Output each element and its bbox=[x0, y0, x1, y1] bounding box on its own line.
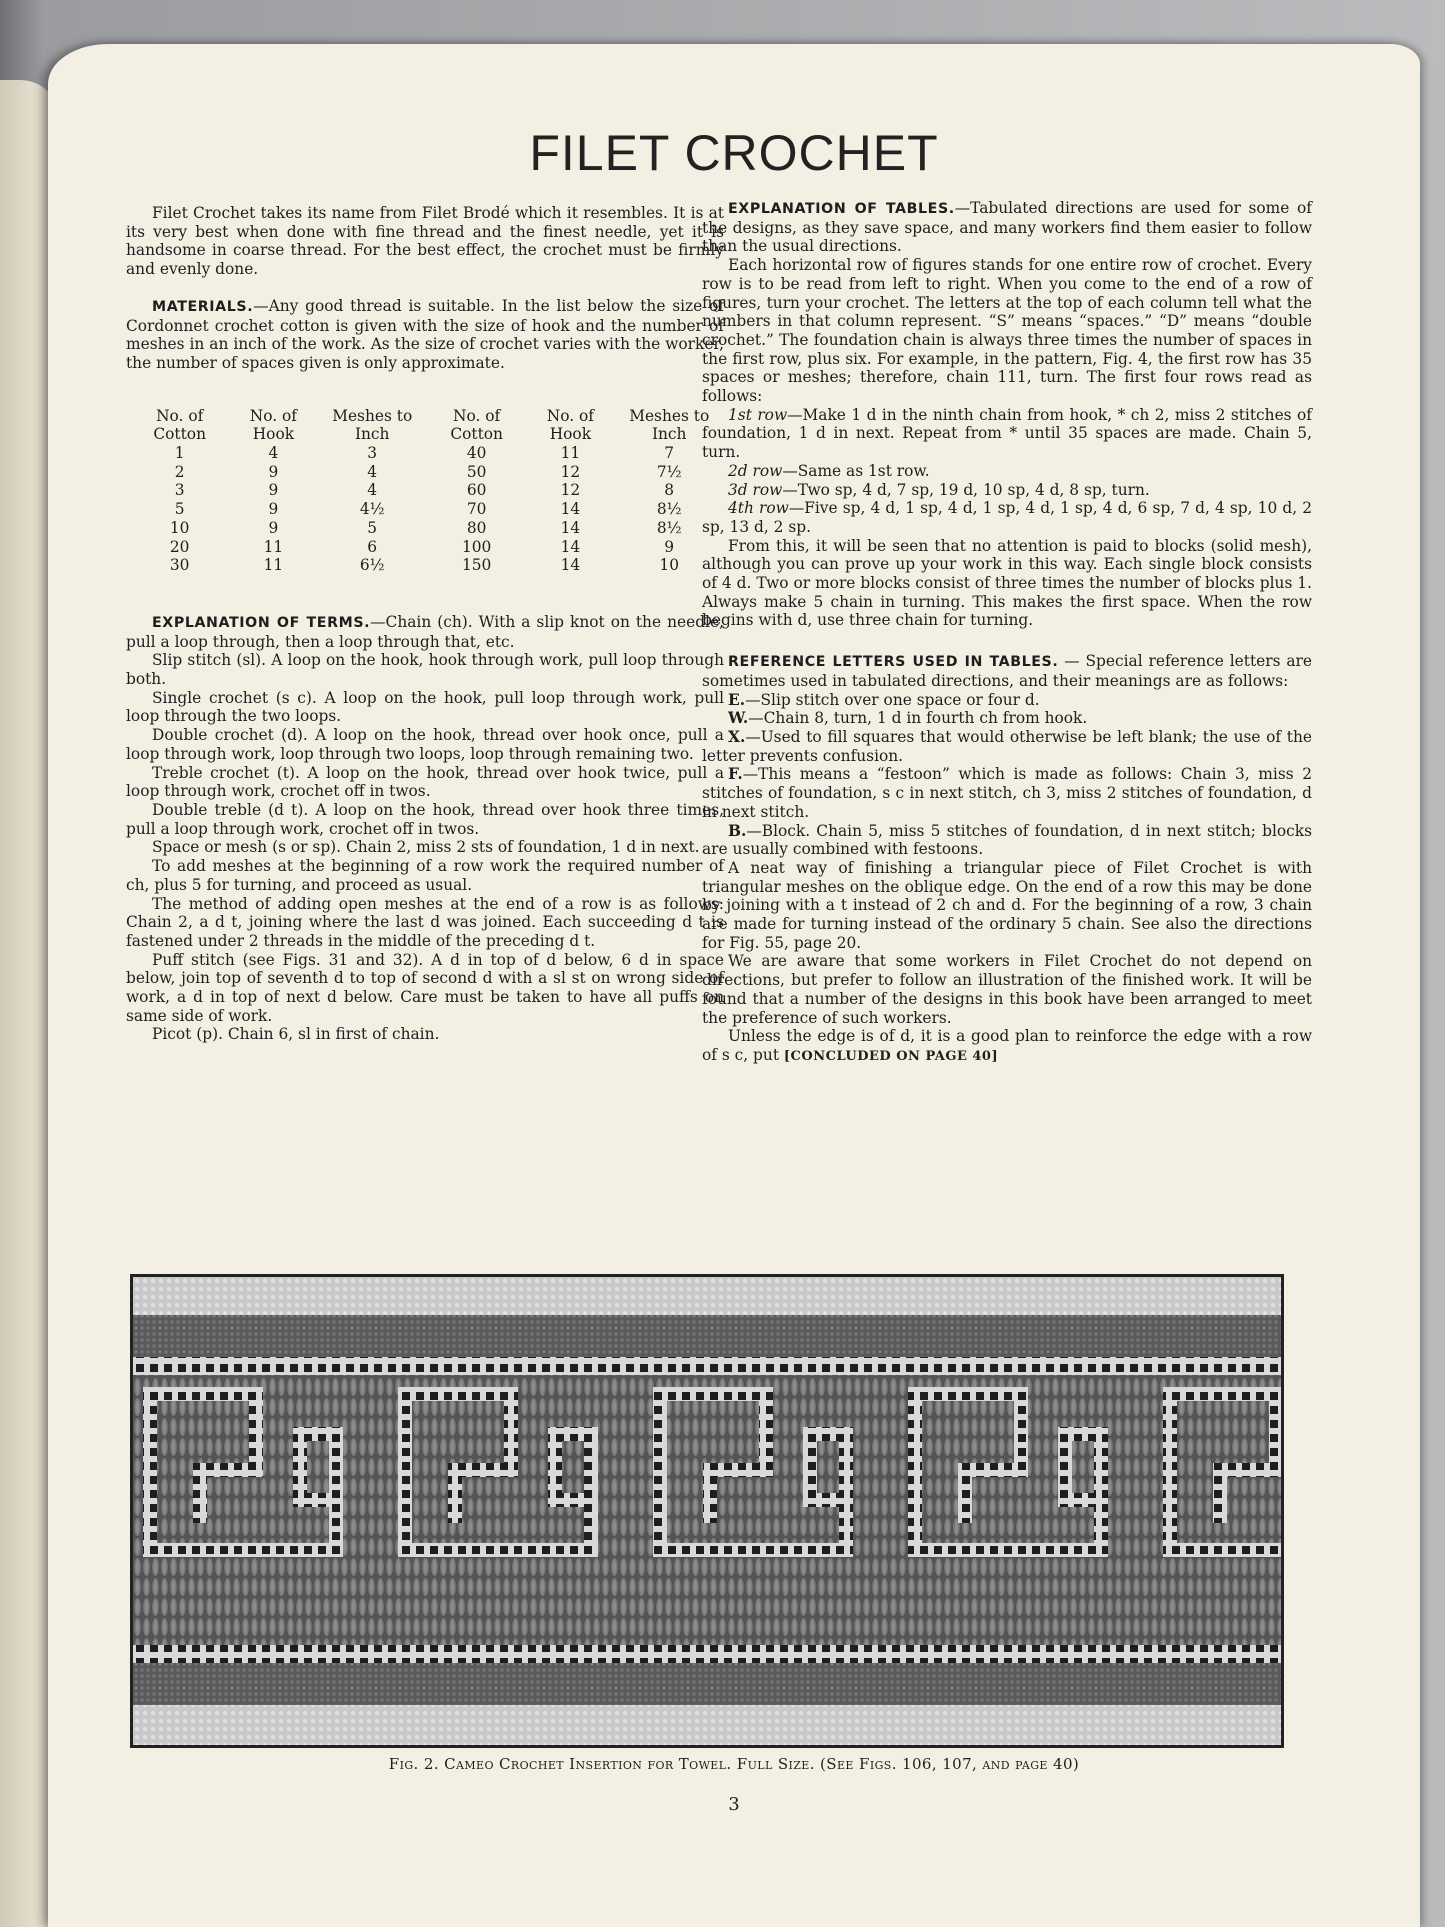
mesh-bar bbox=[908, 1387, 922, 1557]
mesh-bar bbox=[839, 1427, 853, 1557]
mesh-bar bbox=[398, 1387, 412, 1557]
table-cell: 14 bbox=[560, 537, 581, 556]
table-row bbox=[130, 519, 724, 538]
table-cell: 1 bbox=[174, 444, 185, 463]
left-column bbox=[126, 204, 724, 1044]
mesh-bar bbox=[143, 1543, 343, 1557]
table-cell: 9 bbox=[664, 537, 675, 556]
reference-letter: F. bbox=[728, 765, 743, 784]
table-cell: 100 bbox=[461, 537, 492, 556]
table-cell: 14 bbox=[560, 518, 581, 537]
mesh-bar bbox=[1163, 1543, 1281, 1557]
reference-letter: X. bbox=[728, 727, 746, 746]
term-item: Treble crochet (t). A loop on the hook, thread over hook twice, pull a loop through work, crochet off in twos. bbox=[126, 763, 724, 801]
table-cell: 7½ bbox=[656, 462, 682, 481]
row-text: —Five sp, 4 d, 1 sp, 4 d, 1 sp, 4 d, 1 sp, 4 d, 6 sp, 7 d, 4 sp, 10 d, 2 sp, 13 d, 2 sp. bbox=[702, 499, 1313, 536]
table-row bbox=[130, 444, 724, 463]
table-cell: 3 bbox=[174, 481, 185, 500]
cotton-sizes-table bbox=[130, 407, 724, 575]
table-row bbox=[130, 538, 724, 557]
mesh-bar bbox=[653, 1543, 853, 1557]
mesh-bar bbox=[803, 1493, 839, 1507]
tables-paragraph bbox=[702, 199, 1312, 256]
reference-letter-text: —Slip stitch over one space or four d. bbox=[745, 690, 1040, 709]
mesh-bar bbox=[1058, 1493, 1094, 1507]
table-header-cell: Meshes to Inch bbox=[629, 406, 710, 444]
mesh-bar bbox=[398, 1387, 518, 1401]
terms-lead: —Chain (ch). With a slip knot on the needle, pull a loop through, then a loop through that, etc. bbox=[126, 612, 724, 651]
mesh-bar bbox=[653, 1387, 773, 1401]
reference-letter: W. bbox=[728, 709, 749, 728]
table-cell: 9 bbox=[268, 462, 279, 481]
row-instruction bbox=[702, 499, 1312, 536]
table-cell: 11 bbox=[263, 537, 284, 556]
reference-letter-text: —Chain 8, turn, 1 d in fourth ch from hook. bbox=[748, 709, 1088, 728]
mesh-bar bbox=[398, 1543, 598, 1557]
table-header-cell: No. of Hook bbox=[546, 406, 594, 444]
row-text: —Same as 1st row. bbox=[782, 461, 930, 480]
reference-paragraph: We are aware that some workers in Filet Crochet do not depend on directions, but prefer to follow an illustration of the finished work. It will be found that a number of the designs in this book have been arranged to meet the preference of such workers. bbox=[702, 952, 1312, 1027]
materials-text: —Any good thread is suitable. In the list below the size of Cordonnet crochet cotton is given with the size of hook and the number of meshes in an inch of the work. As the size of crochet varies with the worker, the number of spaces given is only approximate. bbox=[126, 296, 724, 372]
table-cell: 9 bbox=[268, 518, 279, 537]
terms-paragraph bbox=[126, 613, 724, 651]
table-row bbox=[130, 463, 724, 482]
term-item: Picot (p). Chain 6, sl in first of chain. bbox=[152, 1025, 440, 1044]
tables-lead: —Tabulated directions are used for some of the designs, as they save space, and many workers find them easier to follow than the usual directions. bbox=[702, 199, 1312, 256]
mesh-bar bbox=[584, 1427, 598, 1557]
page-number: 3 bbox=[728, 1794, 740, 1815]
table-cell: 7 bbox=[664, 444, 675, 463]
row-label: 1st row bbox=[728, 405, 788, 424]
table-cell: 6 bbox=[367, 537, 378, 556]
tables-after: From this, it will be seen that no attention is paid to blocks (solid mesh), although you can prove up your work in this way. Each single block consists of 4 d. Two or more blocks consist of three times the number of blocks plus 1. Always make 5 chain in turning. This makes the first space. When the row begins with d, use three chain for turning. bbox=[702, 536, 1312, 630]
mesh-bar bbox=[653, 1387, 667, 1557]
row-text: —Two sp, 4 d, 7 sp, 19 d, 10 sp, 4 d, 8 sp, turn. bbox=[782, 480, 1150, 499]
row-label: 3d row bbox=[728, 480, 783, 499]
mesh-bar bbox=[908, 1387, 1028, 1401]
table-cell: 150 bbox=[461, 556, 492, 575]
terms-heading: EXPLANATION OF TERMS. bbox=[152, 614, 371, 631]
table-header-cell: No. of Cotton bbox=[450, 406, 503, 444]
table-cell: 11 bbox=[560, 444, 581, 463]
table-row bbox=[130, 481, 724, 500]
figure-caption: Fig. 2. Cameo Crochet Insertion for Towel. Full Size. (See Figs. 106, 107, and page 40) bbox=[388, 1755, 1080, 1773]
table-cell: 9 bbox=[268, 500, 279, 519]
term-item: Double crochet (d). A loop on the hook, thread over hook once, pull a loop through work, loop through two loops, loop through remaining two. bbox=[126, 726, 724, 763]
table-cell: 8½ bbox=[656, 500, 682, 519]
reference-paragraph bbox=[702, 1027, 1312, 1066]
term-item: Single crochet (s c). A loop on the hook, pull loop through work, pull loop through the two loops. bbox=[126, 688, 724, 726]
table-cell: 12 bbox=[560, 462, 581, 481]
row-text: —Make 1 d in the ninth chain from hook, * ch 2, miss 2 stitches of foundation, 1 d in next. Repeat from * until 35 spaces are made. Chain 5, turn. bbox=[702, 405, 1312, 462]
mesh-bar bbox=[1163, 1387, 1281, 1401]
reference-letter-item bbox=[702, 728, 1312, 765]
table-cell: 4 bbox=[367, 481, 378, 500]
mesh-bar bbox=[193, 1463, 207, 1523]
materials-paragraph bbox=[126, 297, 724, 373]
table-header-cell: Meshes to Inch bbox=[332, 406, 413, 444]
table-row bbox=[130, 500, 724, 519]
table-cell: 9 bbox=[268, 481, 279, 500]
reference-letter-item bbox=[702, 822, 1312, 859]
table-cell: 2 bbox=[174, 462, 185, 481]
table-cell: 4½ bbox=[359, 500, 385, 519]
table-cell: 5 bbox=[174, 500, 185, 519]
lace-pattern-image bbox=[133, 1277, 1281, 1745]
tables-explanation: Each horizontal row of figures stands for one entire row of crochet. Every row is to be read from left to right. When you come to the end of a row of figures, turn your crochet. The letters at the top of each column tell what the numbers in that column represent. “S” means “spaces.” “D” means “double crochet.” The foundation chain is always three times the number of spaces in the first row, plus six. For example, in the pattern, Fig. 4, the first row has 35 spaces or meshes; therefore, chain 111, turn. The first four rows read as follows: bbox=[702, 256, 1312, 406]
reference-letter-item bbox=[702, 709, 1312, 728]
term-item: The method of adding open meshes at the end of a row is as follows: Chain 2, a d t, joining where the last d was joined. Each succeeding d t is fastened under 2 threads in the middle of the preceding d t. bbox=[126, 894, 724, 950]
table-header-cell: No. of Hook bbox=[249, 406, 298, 444]
reference-letter-text: —This means a “festoon” which is made as follows: Chain 3, miss 2 stitches of foundation, s c in next stitch, ch 3, miss 2 stitches of foundation, d in next stitch. bbox=[702, 765, 1312, 821]
reference-letter-item bbox=[702, 691, 1312, 710]
table-cell: 4 bbox=[268, 444, 279, 463]
table-cell: 70 bbox=[466, 500, 487, 519]
table-cell: 20 bbox=[169, 537, 190, 556]
term-item: To add meshes at the beginning of a row work the required number of ch, plus 5 for turning, and proceed as usual. bbox=[126, 857, 724, 894]
mesh-bar bbox=[143, 1387, 157, 1557]
intro-paragraph: Filet Crochet takes its name from Filet Brodé which it resembles. It is at its very best when done with fine thread and the finest needle, yet it is handsome in coarse thread. For the best effect, the crochet must be firmly and evenly done. bbox=[126, 204, 724, 279]
table-cell: 6½ bbox=[359, 556, 385, 575]
term-item: Puff stitch (see Figs. 31 and 32). A d in top of d below, 6 d in space below, join top of seventh d to top of second d with a sl st on wrong side of work, a d in top of next d below. Care must be taken to have all puffs on same side of work. bbox=[126, 950, 724, 1025]
mesh-bar bbox=[958, 1463, 972, 1523]
table-cell: 11 bbox=[263, 556, 284, 575]
table-cell: 10 bbox=[169, 518, 190, 537]
mesh-bar bbox=[293, 1493, 329, 1507]
table-header-cell: No. of Cotton bbox=[153, 406, 206, 444]
row-label: 2d row bbox=[728, 461, 783, 480]
reference-paragraph: A neat way of finishing a triangular piece of Filet Crochet is with triangular meshes on the oblique edge. On the end of a row this may be done by joining with a t instead of 2 ch and d. For the beginning of a row, 3 chain are made for turning instead of the ordinary 5 chain. See also the directions for Fig. 55, page 20. bbox=[702, 858, 1312, 952]
table-cell: 8 bbox=[664, 481, 675, 500]
table-cell: 4 bbox=[367, 462, 378, 481]
reference-heading: REFERENCE LETTERS USED IN TABLES. bbox=[728, 654, 1059, 671]
table-cell: 3 bbox=[367, 444, 378, 463]
row-label: 4th row bbox=[728, 499, 789, 518]
book-page bbox=[48, 44, 1420, 1927]
table-row bbox=[130, 556, 724, 575]
reference-letter: E. bbox=[728, 690, 746, 709]
mesh-bar bbox=[703, 1463, 717, 1523]
reference-letter-text: —Block. Chain 5, miss 5 stitches of foundation, d in next stitch; blocks are usually combined with festoons. bbox=[702, 821, 1312, 859]
table-cell: 40 bbox=[466, 444, 487, 463]
tables-heading: EXPLANATION OF TABLES. bbox=[728, 201, 955, 217]
row-instruction bbox=[702, 481, 1312, 500]
mesh-bar bbox=[908, 1543, 1108, 1557]
continued-note: [CONCLUDED ON PAGE 40] bbox=[783, 1048, 999, 1064]
mesh-bar bbox=[143, 1387, 263, 1401]
mesh-bar bbox=[448, 1463, 462, 1523]
term-item: Slip stitch (sl). A loop on the hook, hook through work, pull loop through both. bbox=[126, 651, 724, 689]
row-instruction bbox=[702, 462, 1312, 481]
reference-paragraph bbox=[702, 652, 1312, 690]
reference-letter-item bbox=[702, 765, 1312, 821]
term-item: Space or mesh (s or sp). Chain 2, miss 2 sts of foundation, 1 d in next. bbox=[152, 838, 700, 857]
table-cell: 8½ bbox=[656, 518, 682, 537]
table-cell: 30 bbox=[169, 556, 190, 575]
table-cell: 12 bbox=[560, 481, 581, 500]
table-cell: 14 bbox=[560, 500, 581, 519]
reference-last-text: Unless the edge is of d, it is a good plan to reinforce the edge with a row of s c, put bbox=[702, 1027, 1312, 1064]
page-title: FILET CROCHET bbox=[529, 125, 939, 181]
table-header-row bbox=[130, 407, 724, 444]
table-cell: 50 bbox=[466, 462, 487, 481]
table-cell: 5 bbox=[367, 518, 378, 537]
table-cell: 10 bbox=[659, 556, 679, 575]
right-column bbox=[702, 199, 1312, 1067]
table-cell: 80 bbox=[466, 518, 487, 537]
mesh-bar bbox=[1094, 1427, 1108, 1557]
mesh-bar bbox=[329, 1427, 343, 1557]
row-instruction bbox=[702, 406, 1312, 462]
table-cell: 14 bbox=[560, 556, 581, 575]
mesh-bar bbox=[1213, 1463, 1227, 1523]
mesh-bar bbox=[1163, 1387, 1177, 1557]
mesh-bar bbox=[548, 1493, 584, 1507]
reference-letter-text: —Used to fill squares that would otherwise be left blank; the use of the letter prevents confusion. bbox=[702, 727, 1312, 765]
lace-insertion-photo bbox=[130, 1274, 1284, 1748]
term-item: Double treble (d t). A loop on the hook, thread over hook three times, pull a loop through work, crochet off in twos. bbox=[126, 800, 724, 838]
table-cell: 60 bbox=[466, 481, 487, 500]
reference-lead: — Special reference letters are sometimes used in tabulated directions, and their meanings are as follows: bbox=[702, 652, 1312, 690]
reference-letter: B. bbox=[728, 821, 747, 840]
materials-heading: MATERIALS. bbox=[152, 298, 254, 315]
